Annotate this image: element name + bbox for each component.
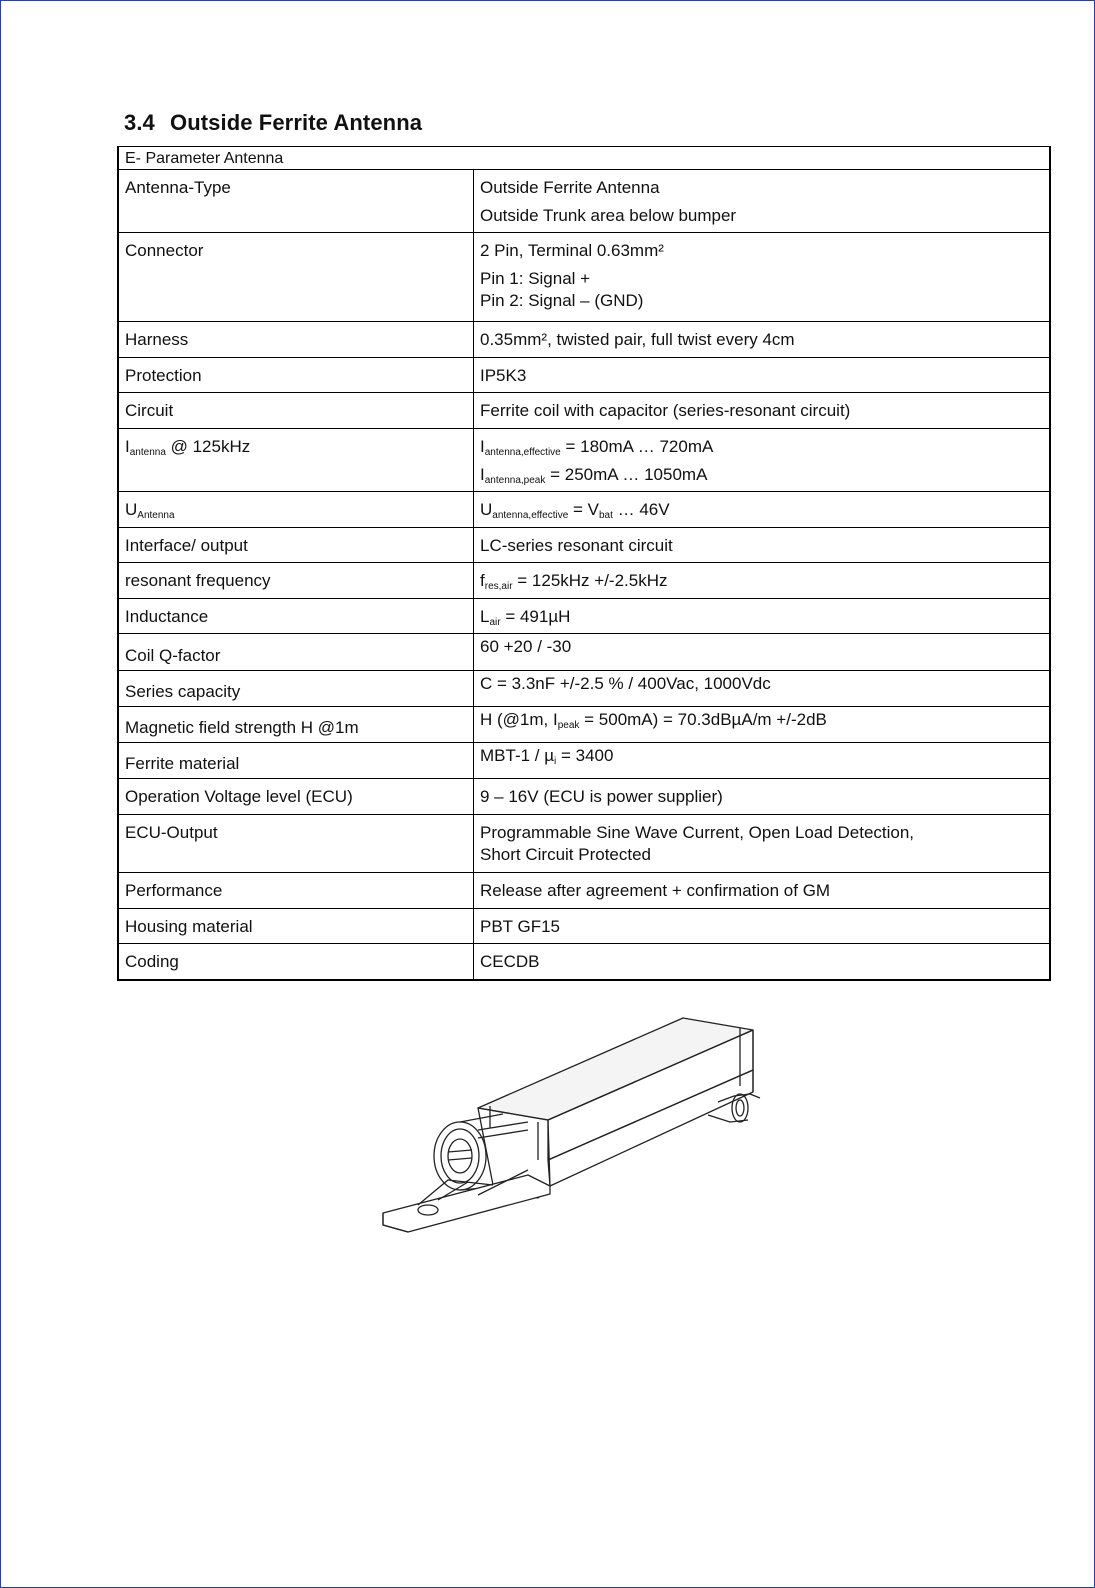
- row-label: [118, 429, 474, 492]
- value-subscript: peak: [557, 720, 580, 731]
- value-line: 2 Pin, Terminal 0.63mm²: [480, 241, 664, 260]
- value-symbol: U: [480, 500, 493, 519]
- table-row: [118, 358, 1050, 393]
- row-label: Housing material: [118, 909, 474, 944]
- table-row: [118, 528, 1050, 563]
- label-subscript: antenna: [129, 447, 166, 458]
- table-header: E- Parameter Antenna: [118, 147, 1050, 170]
- value-text: H (@1m, I: [480, 710, 558, 729]
- antenna-drawing: [378, 1010, 778, 1235]
- value-text: = 125kHz +/-2.5kHz: [512, 571, 668, 590]
- table-row: [118, 944, 1050, 980]
- value-line: [480, 436, 1043, 458]
- value-line: Pin 2: Signal – (GND): [480, 291, 644, 310]
- table-row: [118, 815, 1050, 873]
- value-text: = 500mA) = 70.3dBµA/m +/-2dB: [579, 710, 827, 729]
- value-subscript: air: [489, 617, 501, 628]
- row-value: [474, 599, 1051, 634]
- value-line: Short Circuit Protected: [480, 845, 652, 864]
- value-subscript: antenna,effective: [492, 510, 569, 521]
- row-label: [118, 492, 474, 528]
- row-value: [474, 743, 1051, 779]
- row-value: 9 – 16V (ECU is power supplier): [474, 779, 1051, 815]
- label-subscript: Antenna: [137, 510, 175, 521]
- row-label: Coil Q-factor: [118, 634, 474, 671]
- row-value: 60 +20 / -30: [474, 634, 1051, 671]
- row-value: 0.35mm², twisted pair, full twist every 4cm: [474, 322, 1051, 358]
- value-symbol: I: [480, 465, 485, 484]
- table-header-row: [118, 147, 1050, 170]
- row-label: Antenna-Type: [118, 170, 474, 233]
- row-value: [474, 815, 1051, 873]
- section-heading: [124, 110, 422, 136]
- label-symbol: U: [125, 500, 138, 519]
- value-line: Outside Ferrite Antenna: [480, 178, 660, 197]
- table-row: [118, 563, 1050, 599]
- row-value: [474, 429, 1051, 492]
- table-row: [118, 873, 1050, 909]
- row-label: Performance: [118, 873, 474, 909]
- row-label: resonant frequency: [118, 563, 474, 599]
- table-row: [118, 170, 1050, 233]
- value-subscript: antenna,effective: [484, 447, 561, 458]
- table-row: [118, 492, 1050, 528]
- value-text: = 180mA … 720mA: [560, 437, 714, 456]
- row-label: Magnetic field strength H @1m: [118, 707, 474, 743]
- row-label: Protection: [118, 358, 474, 393]
- table-row: [118, 634, 1050, 671]
- row-value: [474, 563, 1051, 599]
- label-text: @ 125kHz: [165, 437, 251, 456]
- value-text: = V: [568, 500, 599, 519]
- value-text: = 491µH: [500, 607, 571, 626]
- row-label: Connector: [118, 233, 474, 322]
- table-row: [118, 233, 1050, 322]
- row-value: [474, 492, 1051, 528]
- row-value: [474, 233, 1051, 322]
- row-value: CECDB: [474, 944, 1051, 980]
- value-symbol: I: [480, 437, 485, 456]
- row-label: Interface/ output: [118, 528, 474, 563]
- table-row: [118, 743, 1050, 779]
- value-subscript: bat: [599, 510, 613, 521]
- table-row: [118, 707, 1050, 743]
- row-label: Operation Voltage level (ECU): [118, 779, 474, 815]
- section-number: 3.4: [124, 110, 155, 135]
- table-row: [118, 779, 1050, 815]
- row-label: Ferrite material: [118, 743, 474, 779]
- value-symbol: f: [480, 571, 485, 590]
- row-label: Circuit: [118, 393, 474, 429]
- value-line: [480, 464, 1043, 486]
- value-symbol: L: [480, 607, 490, 626]
- value-line: Pin 1: Signal +: [480, 269, 591, 288]
- row-label: Harness: [118, 322, 474, 358]
- value-subscript: antenna,peak: [484, 475, 546, 486]
- value-subscript: i: [554, 756, 557, 767]
- table-row: [118, 322, 1050, 358]
- table-row: [118, 909, 1050, 944]
- value-line: Programmable Sine Wave Current, Open Load Detection,: [480, 823, 915, 842]
- row-value: Release after agreement + confirmation of GM: [474, 873, 1051, 909]
- row-value: IP5K3: [474, 358, 1051, 393]
- section-title: Outside Ferrite Antenna: [170, 110, 423, 135]
- row-value: Ferrite coil with capacitor (series-resonant circuit): [474, 393, 1051, 429]
- value-subscript: res,air: [484, 581, 513, 592]
- row-value: C = 3.3nF +/-2.5 % / 400Vac, 1000Vdc: [474, 671, 1051, 707]
- parameter-table: [117, 146, 1051, 981]
- value-line: Outside Trunk area below bumper: [480, 206, 737, 225]
- row-value: [474, 707, 1051, 743]
- row-label: Coding: [118, 944, 474, 980]
- table-row: [118, 599, 1050, 634]
- row-value: LC-series resonant circuit: [474, 528, 1051, 563]
- table-row: [118, 429, 1050, 492]
- label-symbol: I: [125, 437, 130, 456]
- table-row: [118, 393, 1050, 429]
- value-text: = 3400: [556, 746, 614, 765]
- row-value: PBT GF15: [474, 909, 1051, 944]
- value-text: MBT-1 / µ: [480, 746, 555, 765]
- row-label: Inductance: [118, 599, 474, 634]
- table-row: [118, 671, 1050, 707]
- value-text: … 46V: [612, 500, 670, 519]
- row-value: [474, 170, 1051, 233]
- row-label: Series capacity: [118, 671, 474, 707]
- value-text: = 250mA … 1050mA: [545, 465, 708, 484]
- row-label: ECU-Output: [118, 815, 474, 873]
